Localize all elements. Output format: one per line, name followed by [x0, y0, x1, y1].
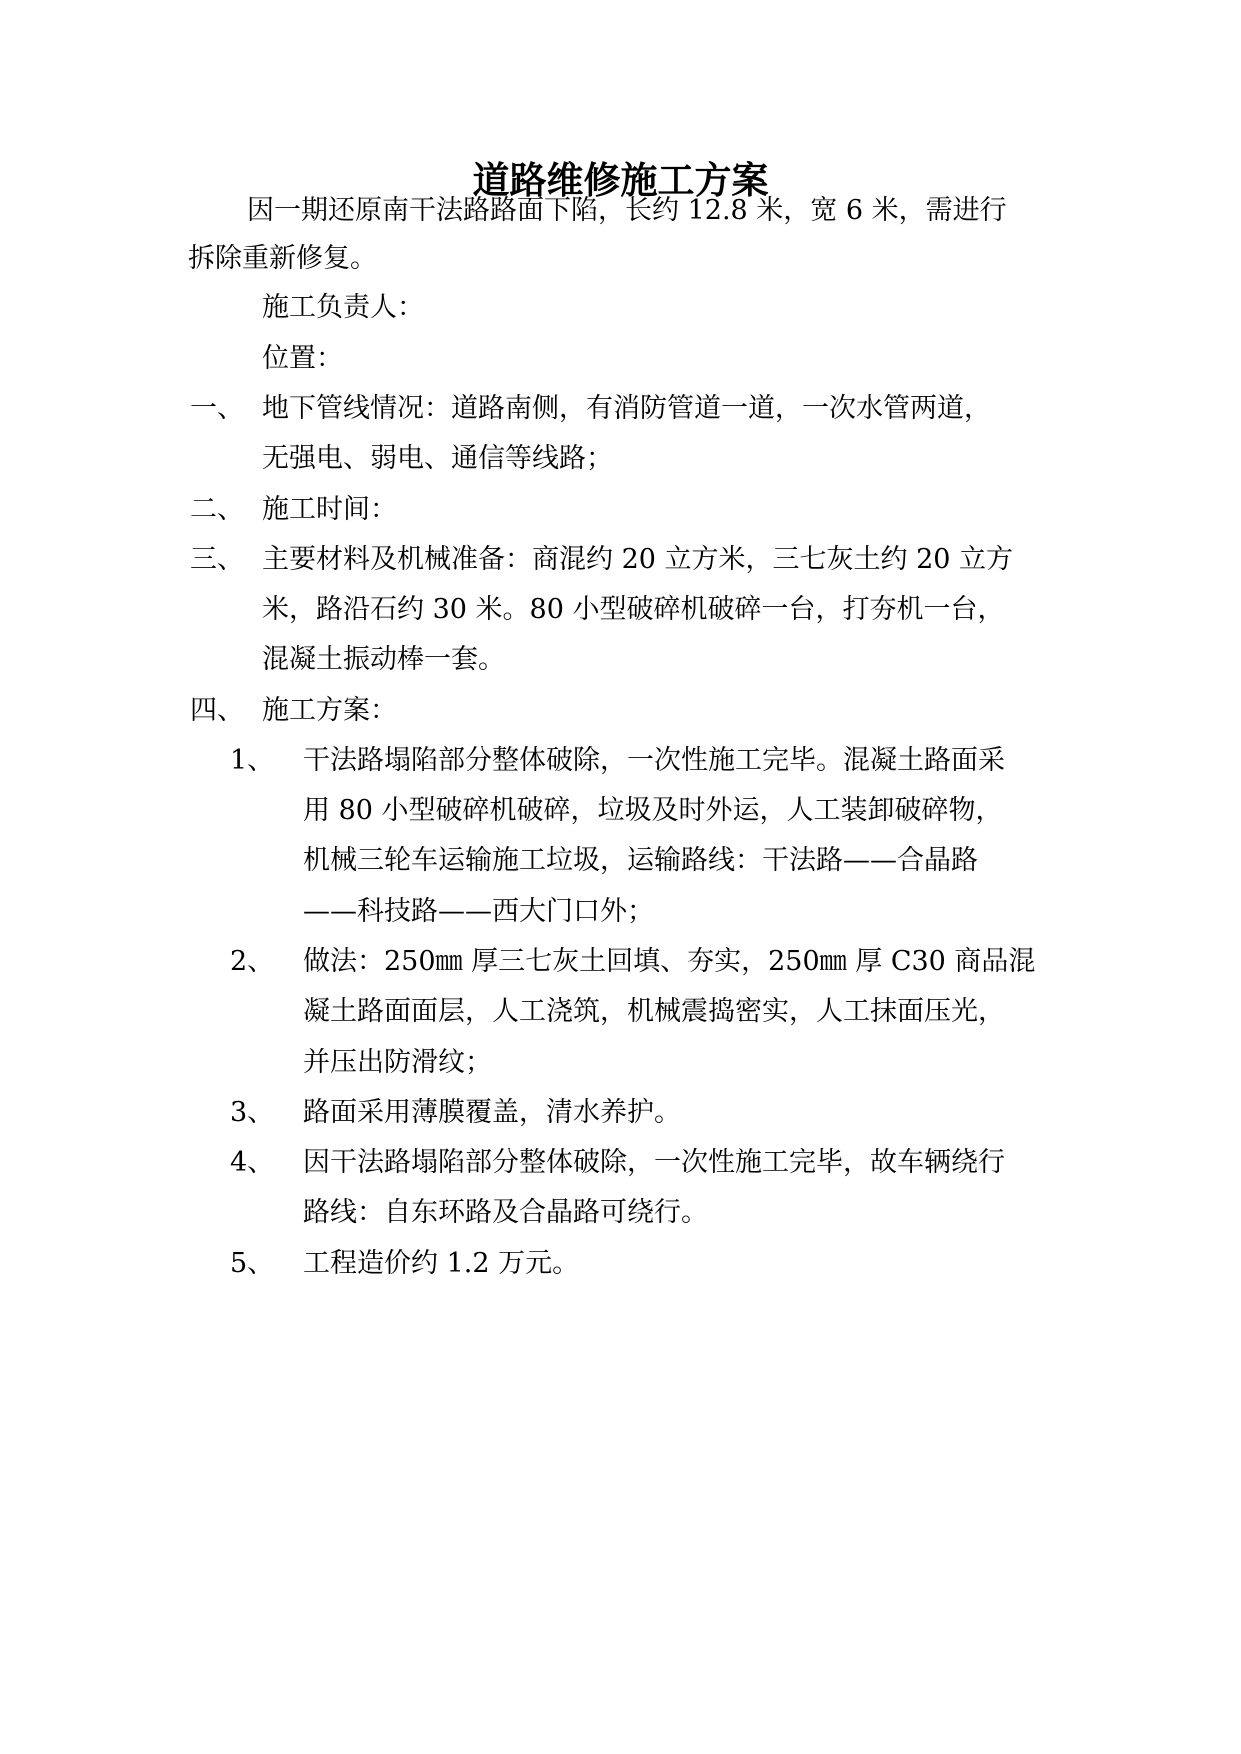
plan-item-line: 用 80 小型破碎机破碎，垃圾及时外运，人工装卸破碎物，: [303, 795, 1003, 826]
plan-item-number: 3、: [230, 1097, 275, 1128]
section-number: 四、: [190, 695, 244, 726]
plan-item-line: 机械三轮车运输施工垃圾，运输路线：干法路——合晶路: [303, 845, 978, 876]
plan-item-line: 做法：250㎜ 厚三七灰土回填、夯实，250㎜ 厚 C30 商品混: [303, 946, 1036, 977]
plan-item-line: 工程造价约 1.2 万元。: [303, 1248, 580, 1279]
section-number: 二、: [190, 494, 244, 525]
plan-item-number: 2、: [230, 946, 275, 977]
section-number: 一、: [190, 393, 244, 424]
plan-item-number: 4、: [230, 1147, 275, 1178]
section-line: 米，路沿石约 30 米。80 小型破碎机破碎一台，打夯机一台，: [262, 594, 1005, 625]
section-line: 主要材料及机械准备：商混约 20 立方米，三七灰土约 20 立方: [262, 544, 1014, 575]
plan-item-line: 干法路塌陷部分整体破除，一次性施工完毕。混凝土路面采: [303, 745, 1005, 776]
page-title: 道路维修施工方案: [472, 159, 769, 202]
intro-line-2: 拆除重新修复。: [188, 243, 377, 274]
plan-item-line: ——科技路——西大门口外；: [303, 896, 654, 927]
section-line: 混凝土振动棒一套。: [262, 644, 505, 675]
section-line: 地下管线情况：道路南侧，有消防管道一道，一次水管两道，: [262, 393, 991, 424]
section-line: 施工时间：: [262, 494, 397, 525]
responsible-label: 施工负责人：: [262, 292, 424, 323]
location-label: 位置：: [262, 343, 343, 374]
section-line: 无强电、弱电、通信等线路；: [262, 443, 613, 474]
plan-item-line: 并压出防滑纹；: [303, 1047, 492, 1078]
plan-item-line: 路面采用薄膜覆盖，清水养护。: [303, 1097, 681, 1128]
plan-item-line: 凝土路面面层，人工浇筑，机械震捣密实，人工抹面压光，: [303, 996, 1005, 1027]
intro-line-1: 因一期还原南干法路路面下陷，长约 12.8 米，宽 6 米，需进行: [247, 195, 1007, 226]
section-line: 施工方案：: [262, 695, 397, 726]
plan-item-number: 5、: [230, 1248, 275, 1279]
plan-item-line: 路线：自东环路及合晶路可绕行。: [303, 1197, 708, 1228]
plan-item-line: 因干法路塌陷部分整体破除，一次性施工完毕，故车辆绕行: [303, 1147, 1005, 1178]
section-number: 三、: [190, 544, 244, 575]
plan-item-number: 1、: [230, 745, 275, 776]
